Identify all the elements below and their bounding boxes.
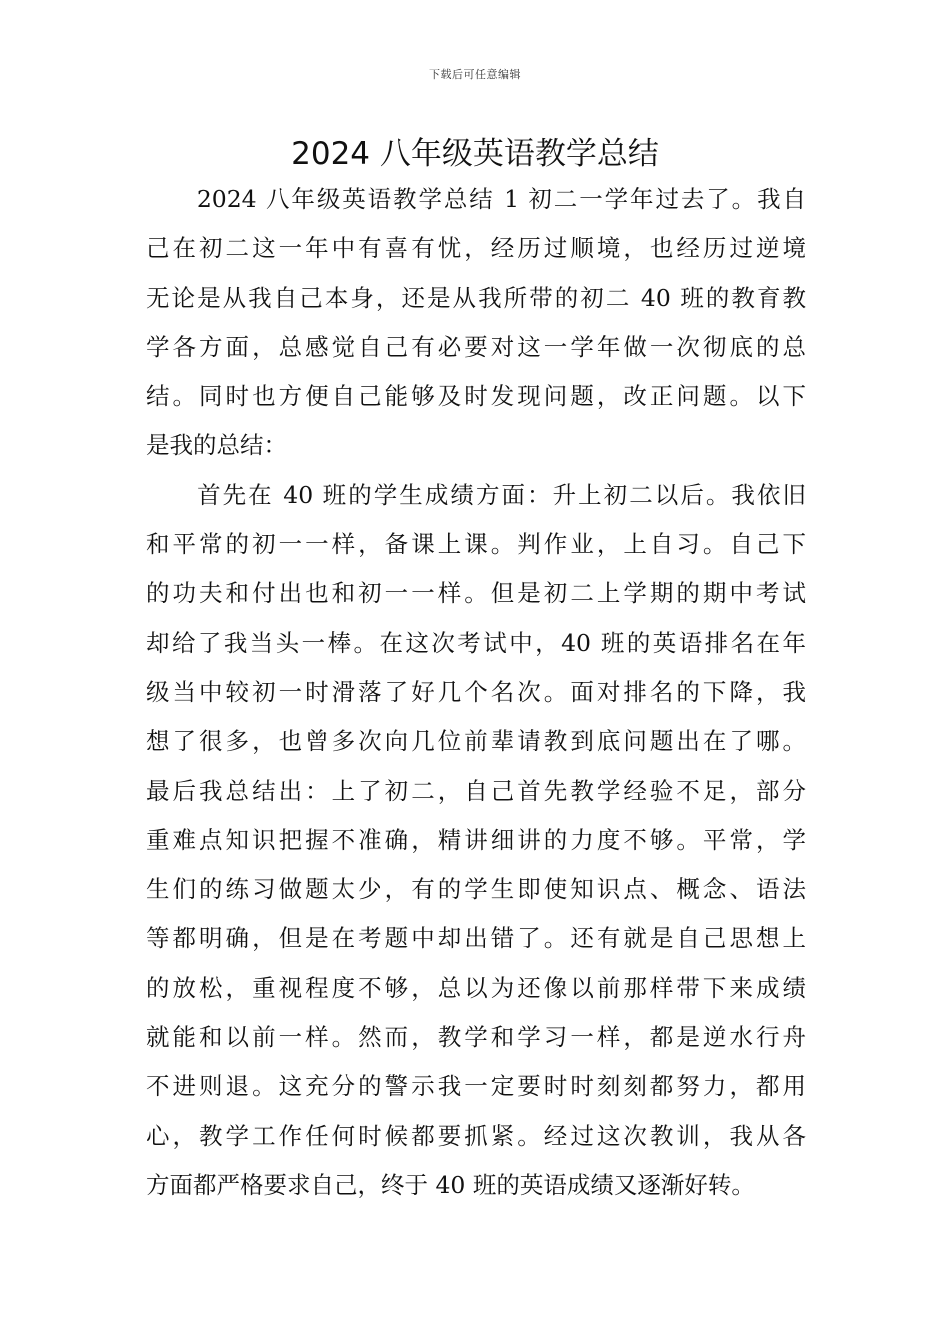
text-line: 等都明确，但是在考题中却出错了。还有就是自己思想上 <box>146 924 806 953</box>
text-line: 己在初二这一年中有喜有忧，经历过顺境，也经历过逆境 <box>146 234 806 263</box>
text-line: 心，教学工作任何时候都要抓紧。经过这次教训，我从各 <box>146 1121 806 1150</box>
text-line: 却给了我当头一棒。在这次考试中，40 班的英语排名在年 <box>146 628 806 657</box>
paragraph-2 <box>146 471 806 1210</box>
text-line: 结。同时也方便自己能够及时发现问题，改正问题。以下 <box>146 382 806 411</box>
text-line: 不进则退。这充分的警示我一定要时时刻刻都努力，都用 <box>146 1072 806 1101</box>
text-line: 是我的总结： <box>146 431 287 460</box>
document-body <box>146 175 806 1210</box>
text-line: 生们的练习做题太少，有的学生即使知识点、概念、语法 <box>146 875 806 904</box>
text-line: 2024 八年级英语教学总结 1 初二一学年过去了。我自 <box>146 185 806 213</box>
text-line: 最后我总结出：上了初二，自己首先教学经验不足，部分 <box>146 776 806 805</box>
text-line: 的功夫和付出也和初一一样。但是初二上学期的期中考试 <box>146 579 806 608</box>
paragraph-1 <box>146 175 806 471</box>
text-line: 就能和以前一样。然而，教学和学习一样，都是逆水行舟 <box>146 1023 806 1052</box>
text-line: 的放松，重视程度不够，总以为还像以前那样带下来成绩 <box>146 973 806 1002</box>
text-line: 想了很多，也曾多次向几位前辈请教到底问题出在了哪。 <box>146 727 806 756</box>
text-line: 和平常的初一一样，备课上课。判作业，上自习。自己下 <box>146 530 806 559</box>
document-title: 2024 八年级英语教学总结 <box>291 136 659 172</box>
text-line: 首先在 40 班的学生成绩方面：升上初二以后。我依旧 <box>146 480 806 509</box>
text-line: 级当中较初一时滑落了好几个名次。面对排名的下降，我 <box>146 677 806 706</box>
text-line: 无论是从我自己本身，还是从我所带的初二 40 班的教育教 <box>146 283 806 312</box>
page-header-note: 下载后可任意编辑 <box>429 68 521 81</box>
text-line: 方面都严格要求自己，终于 40 班的英语成绩又逐渐好转。 <box>146 1170 755 1199</box>
text-line: 重难点知识把握不准确，精讲细讲的力度不够。平常，学 <box>146 825 806 854</box>
text-line: 学各方面，总感觉自己有必要对这一学年做一次彻底的总 <box>146 332 806 361</box>
